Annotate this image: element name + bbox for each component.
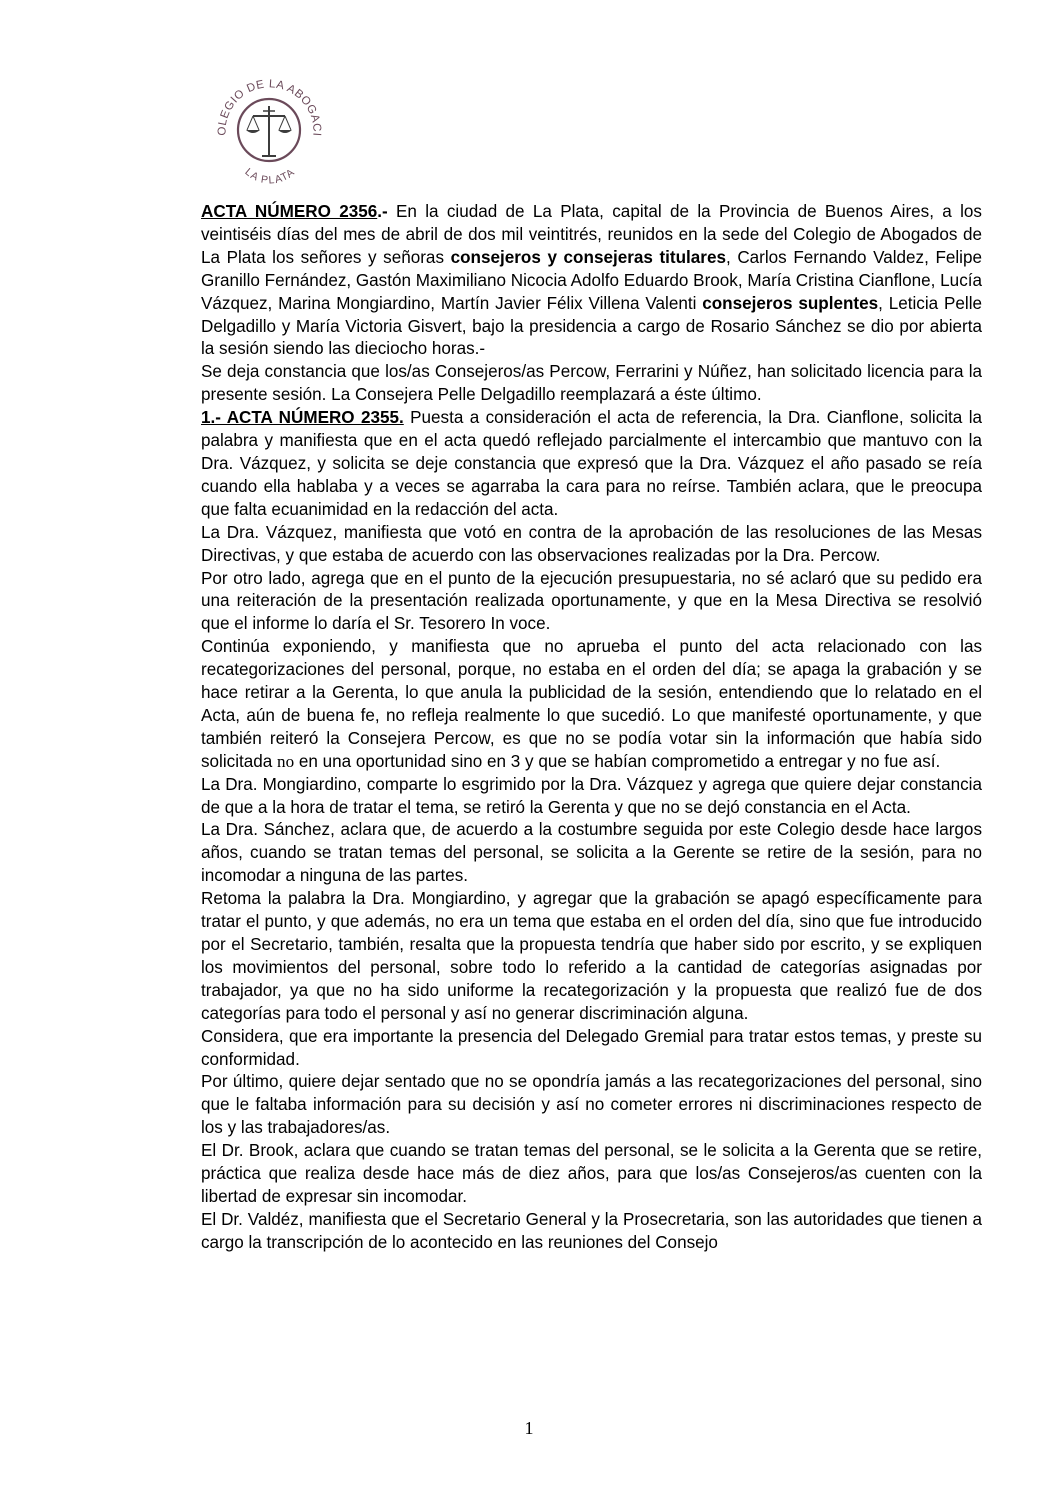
continua-serif-word: no bbox=[277, 751, 295, 771]
paragraph-sanchez: La Dra. Sánchez, aclara que, de acuerdo a la costumbre seguida por este Colegio desde hace largos años, cuando se tratan temas del personal, se solicita a la Gerente se retire de la sesión, para no incomodar a ninguna de las partes. bbox=[201, 820, 982, 886]
colegio-logo bbox=[212, 78, 327, 198]
section-1-paragraph bbox=[201, 407, 982, 522]
paragraph-vazquez: La Dra. Vázquez, manifiesta que votó en contra de la aprobación de las resoluciones de las Mesas Directivas, y que estaba de acuerdo con las observaciones realizadas por la Dra. Percow. bbox=[201, 522, 982, 565]
section-1-text: Puesta a consideración el acta de referencia, la Dra. Cianflone, solicita la palabra y manifiesta que en el acta quedó reflejado parcialmente el intercambio que mantuvo con la Dra. Vázquez, y solicita se deje constancia que expresó que la Dra. Vázquez el año pasado se reía cuando ella hablaba y a veces se agarraba la cara para no reírse. También aclara, que le preocupa que falta ecuanimidad en la redacción del acta. bbox=[201, 408, 982, 519]
licencia-paragraph: Se deja constancia que los/as Consejeros/as Percow, Ferrarini y Núñez, han solicitado licencia para la presente sesión. La Consejera Pelle Delgadillo reemplazará a éste último. bbox=[201, 362, 982, 405]
continua-text-1: Continúa exponiendo, y manifiesta que no aprueba el punto del acta relacionado con las recategorizaciones del personal, porque, no estaba en el orden del día; se apaga la grabación y se hace retirar a la Gerenta, lo que anula la publicidad de la sesión, entendiendo que lo relatado en el Acta, aún de buena fe, no refleja realmente lo que sucedió. Lo que manifesté oportunamente, y que también reiteró la Consejera Percow, es que no se podía votar sin la información que había sido solicitada bbox=[201, 637, 982, 771]
paragraph-valdez: El Dr. Valdéz, manifiesta que el Secretario General y la Prosecretaria, son las autoridades que tienen a cargo la transcripción de lo acontecido en las reuniones del Consejo bbox=[201, 1209, 982, 1252]
section-1-title: 1.- ACTA NÚMERO 2355. bbox=[201, 408, 404, 428]
opening-paragraph bbox=[201, 201, 982, 361]
scales-of-justice-icon bbox=[212, 78, 327, 198]
paragraph-brook: El Dr. Brook, aclara que cuando se tratan temas del personal, se le solicita a la Gerenta que se retire, práctica que realiza desde hace más de diez años, para que los/as Consejeros/as cuenten con la libertad de expresar sin incomodar. bbox=[201, 1141, 982, 1206]
paragraph-considera: Considera, que era importante la presencia del Delegado Gremial para tratar estos temas, y preste su conformidad. bbox=[201, 1026, 982, 1069]
paragraph-mongiardino: La Dra. Mongiardino, comparte lo esgrimido por la Dra. Vázquez y agrega que quiere dejar constancia de que a la hora de tratar el tema, se retiró la Gerenta y que no se dejó constancia en el Acta. bbox=[201, 774, 982, 817]
acta-body bbox=[201, 201, 982, 1255]
svg-text:COLEGIO DE LA ABOGACIA: OLEGIO DE LA ABOGACI bbox=[216, 78, 323, 137]
paragraph-ejecucion: Por otro lado, agrega que en el punto de la ejecución presupuestaria, no sé aclaró que su pedido era una reiteración de la presentación realizada oportunamente, y que en la Mesa Directiva se resolvió que el informe lo daría el Sr. Tesorero In voce. bbox=[201, 568, 982, 634]
suplentes-label: consejeros suplentes bbox=[702, 293, 879, 313]
opening-text-3: , Leticia Pelle Delgadillo y María Victoria Gisvert, bajo la presidencia a cargo de Rosario Sánchez se dio por abierta la sesión siendo las dieciocho horas.- bbox=[201, 293, 982, 359]
paragraph-continua bbox=[201, 636, 982, 773]
opening-text-2: , Carlos Fernando Valdez, Felipe Granillo Fernández, Gastón Maximiliano Nicocia Adolfo Eduardo Brook, María Cristina Cianflone, Lucía Vázquez, Marina Mongiardino, Martín Javier Félix Villena Valenti bbox=[201, 247, 982, 313]
acta-title: ACTA NÚMERO 2356 bbox=[201, 202, 378, 221]
opening-text-1: En la ciudad de La Plata, capital de la Provincia de Buenos Aires, a los veintiséis días del mes de abril de dos mil veintitrés, reunidos en la sede del Colegio de Abogados de La Plata los señores y señoras bbox=[201, 202, 982, 267]
continua-text-2: en una oportunidad sino en 3 y que se habían comprometido a entregar y no fue así. bbox=[294, 751, 941, 771]
svg-text:LA PLATA: LA PLATA bbox=[242, 165, 298, 187]
paragraph-retoma: Retoma la palabra la Dra. Mongiardino, y agregar que la grabación se apagó específicamente para tratar el punto, y que además, no era un tema que estaba en el orden del día, sino que fue introducido por el Secretario, también, resalta que la propuesta tendría que haber sido por escrito, y se expliquen los movimientos del personal, sobre todo lo referido a la cantidad de categorías asignadas por trabajador, ya que no ha sido uniforme la recategorización y la propuesta que realizó fue de dos categorías para todo el personal y así no generar discriminación alguna. bbox=[201, 889, 982, 1023]
titulares-label: consejeros y consejeras titulares bbox=[450, 247, 726, 267]
acta-title-suffix: .- bbox=[377, 202, 388, 221]
paragraph-por-ultimo: Por último, quiere dejar sentado que no se opondría jamás a las recategorizaciones del personal, sino que le faltaba información para su decisión y así no cometer errores ni discriminaciones respecto de los y las trabajadores/as. bbox=[201, 1072, 982, 1138]
page-number: 1 bbox=[524, 1418, 534, 1438]
